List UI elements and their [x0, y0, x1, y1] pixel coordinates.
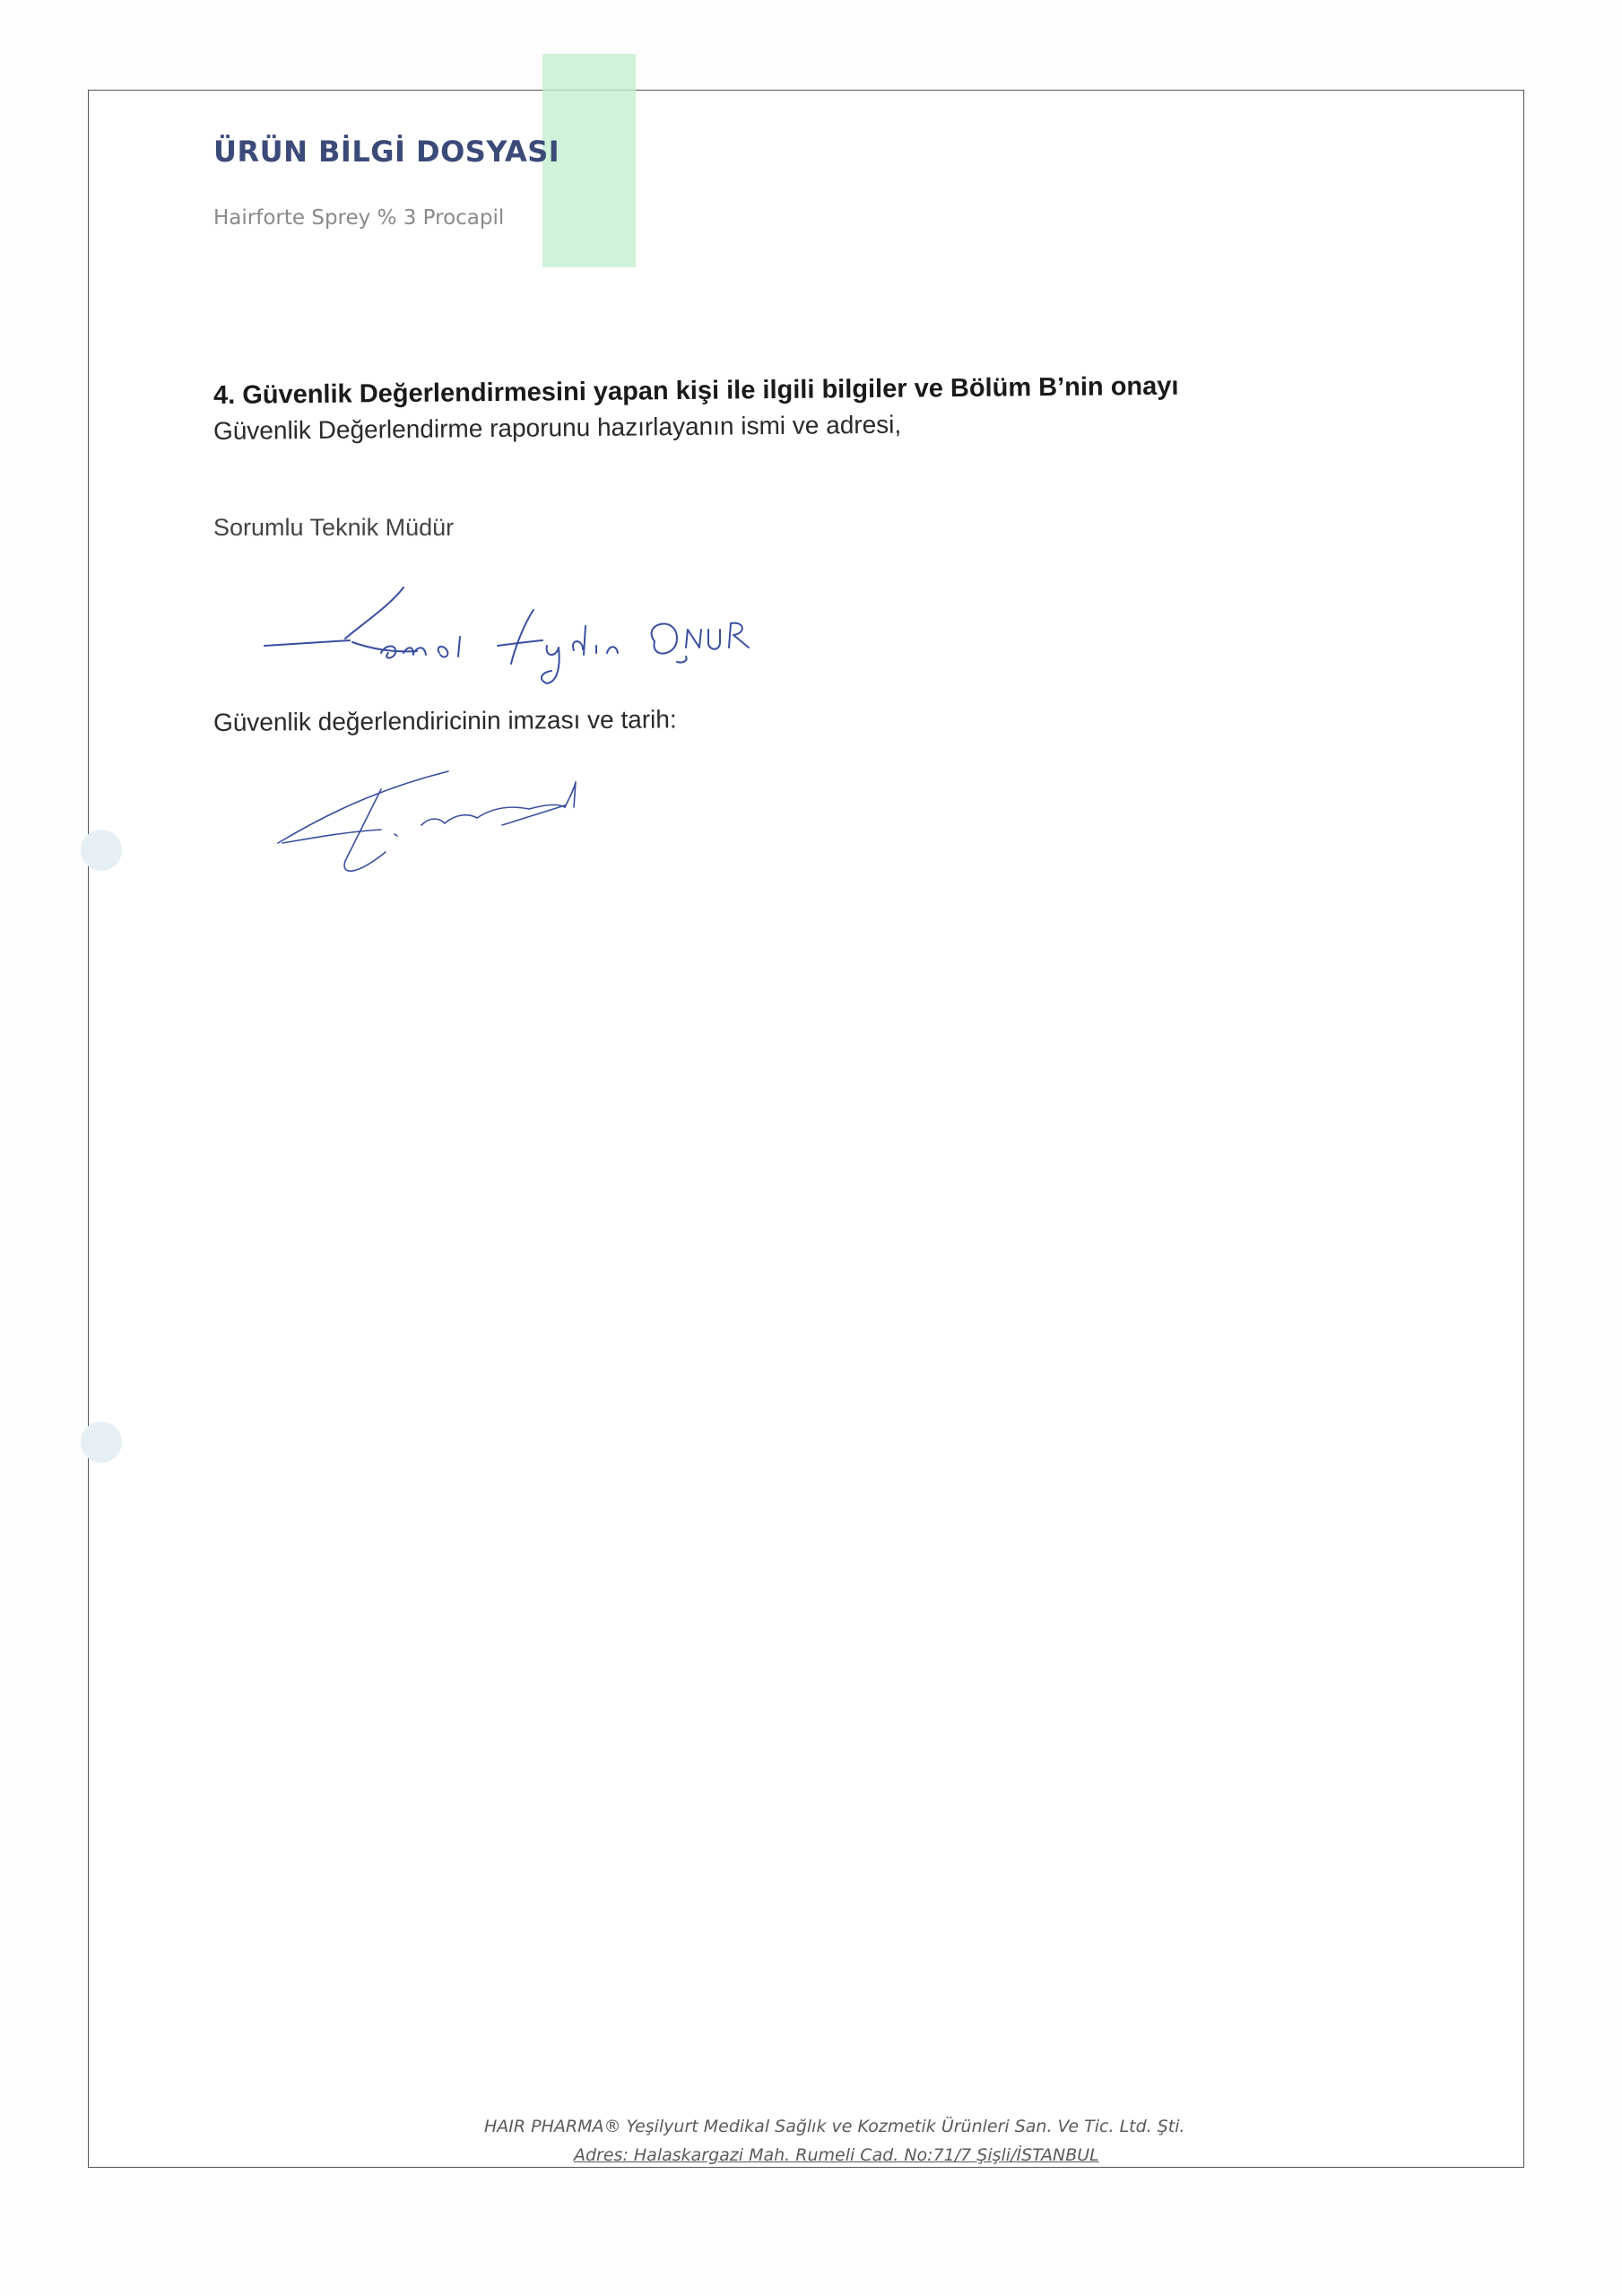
footer-company: HAIR PHARMA® Yeşilyurt Medikal Sağlık ve Kozmetik Ürünleri San. Ve Tic. Ltd. Şti.	[484, 2117, 1185, 2136]
section-subheading: Güvenlik Değerlendirme raporunu hazırlayanın ismi ve adresi,	[213, 410, 902, 445]
signature-date-label: Güvenlik değerlendiricinin imzası ve tarih:	[213, 705, 677, 736]
handwritten-name-signature	[256, 574, 794, 709]
document-title: ÜRÜN BİLGİ DOSYASI	[213, 135, 560, 169]
assessor-role: Sorumlu Teknik Müdür	[213, 514, 455, 541]
section-heading: 4. Güvenlik Değerlendirmesini yapan kişi ile ilgili bilgiler ve Bölüm B’nin onayı	[213, 371, 1179, 410]
footer-address: Adres: Halaskargazi Mah. Rumeli Cad. No:71/7 Şişli/İSTANBUL	[574, 2145, 1099, 2165]
assessor-signature	[269, 753, 664, 883]
punch-hole	[81, 1422, 122, 1463]
punch-hole	[81, 830, 122, 871]
product-name: Hairforte Sprey % 3 Procapil	[213, 206, 505, 230]
